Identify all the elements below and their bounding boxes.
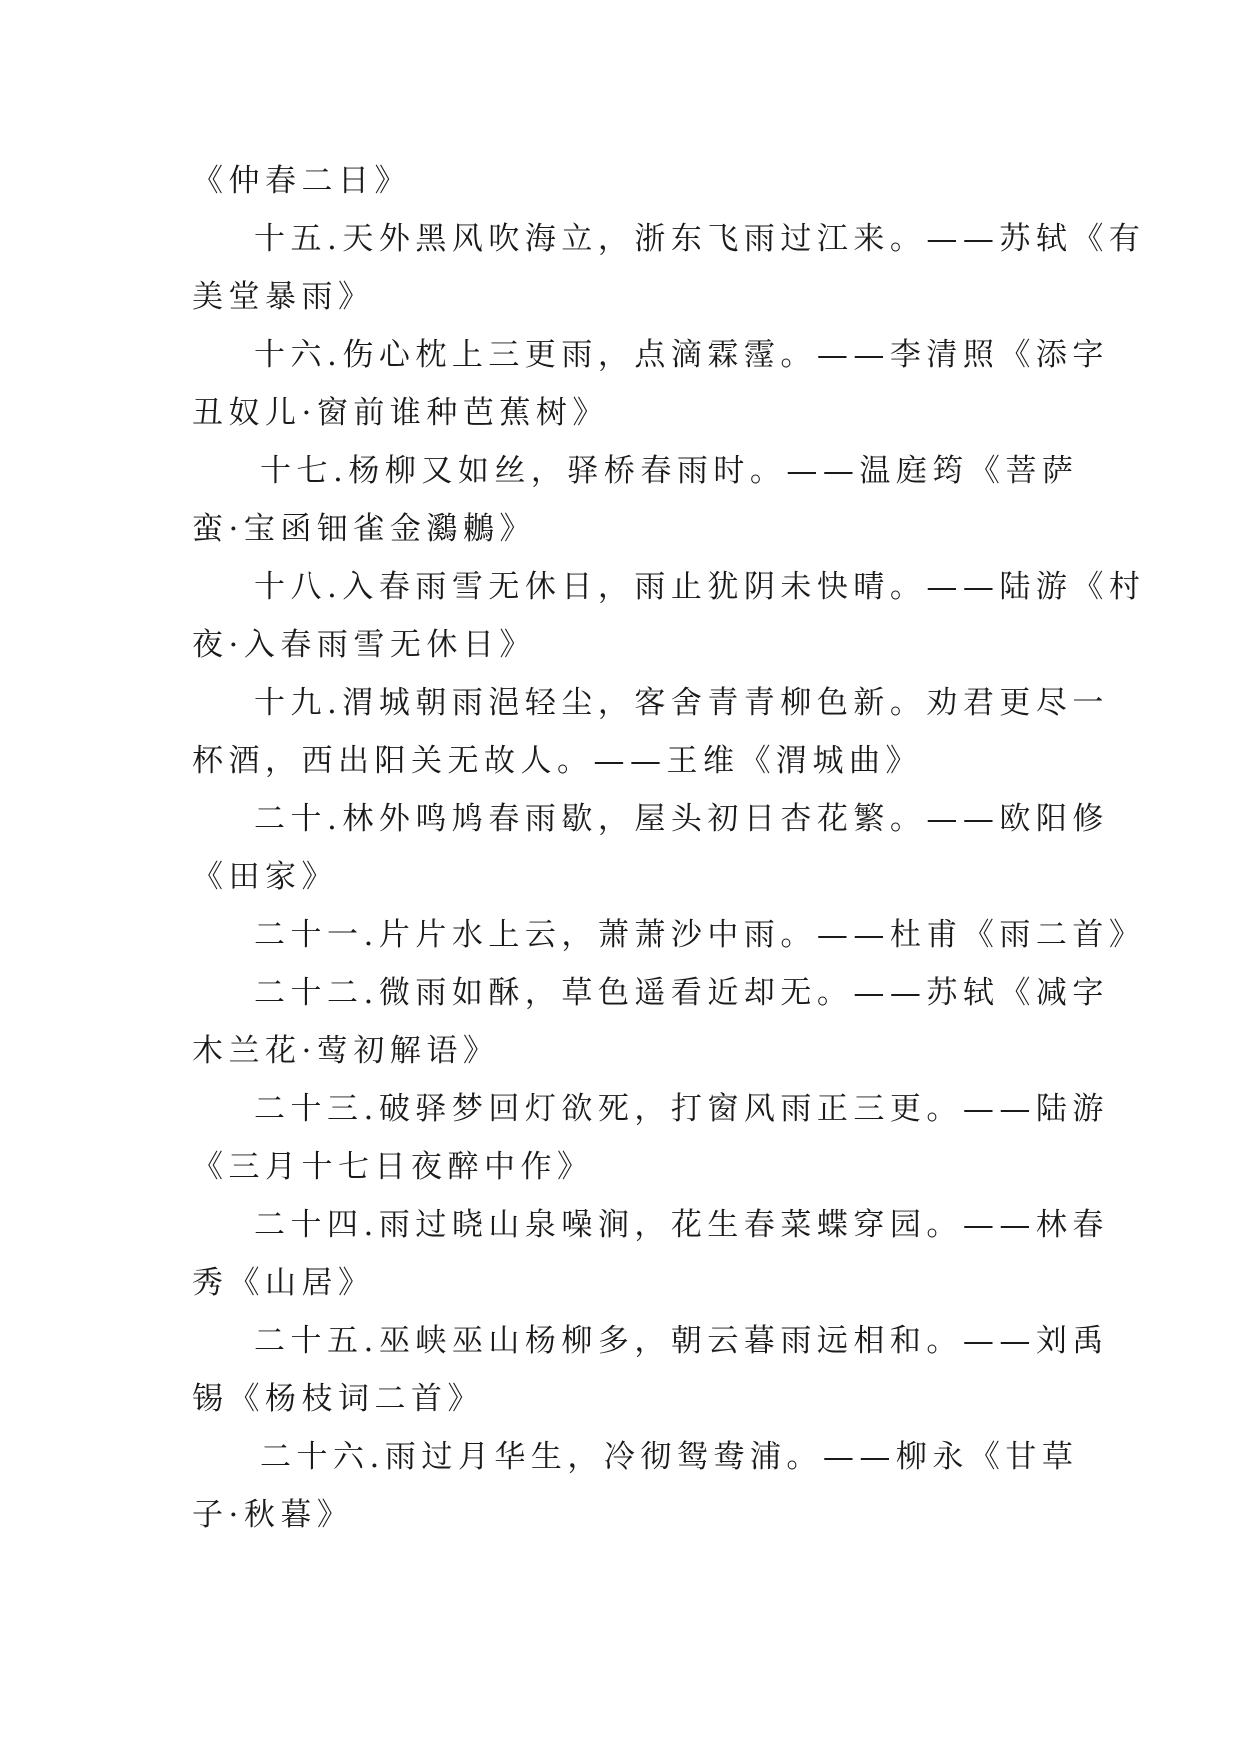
text-line: 二十四.雨过晓山泉噪涧，花生春菜蝶穿园。——林春 — [254, 1207, 1109, 1243]
text-line: 十八.入春雨雪无休日，雨止犹阴未快晴。——陆游《村 — [254, 569, 1146, 605]
text-line: 《三月十七日夜醉中作》 — [192, 1149, 594, 1185]
text-line: 木兰花·莺初解语》 — [192, 1033, 500, 1069]
text-line: 十五.天外黑风吹海立，浙东飞雨过江来。——苏轼《有 — [254, 221, 1146, 257]
text-line: 美堂暴雨》 — [192, 279, 375, 315]
text-line: 十七.杨柳又如丝，驿桥春雨时。——温庭筠《菩萨 — [260, 453, 1079, 489]
text-line: 二十五.巫峡巫山杨柳多，朝云暮雨远相和。——刘禹 — [254, 1323, 1109, 1359]
text-line: 《仲春二日》 — [192, 163, 411, 199]
text-line: 二十一.片片水上云，萧萧沙中雨。——杜甫《雨二首》 — [254, 917, 1146, 953]
text-line: 子·秋暮》 — [192, 1497, 354, 1533]
poem-list — [192, 152, 1146, 1544]
text-line: 二十二.微雨如酥，草色遥看近却无。——苏轼《减字 — [254, 975, 1109, 1011]
text-line: 十九.渭城朝雨浥轻尘，客舍青青柳色新。劝君更尽一 — [254, 685, 1109, 721]
text-line: 丑奴儿·窗前谁种芭蕉树》 — [192, 395, 609, 431]
text-line: 二十六.雨过月华生，冷彻鸳鸯浦。——柳永《甘草 — [260, 1439, 1079, 1475]
text-line: 夜·入春雨雪无休日》 — [192, 627, 536, 663]
text-line: 秀《山居》 — [192, 1265, 375, 1301]
text-line: 二十三.破驿梦回灯欲死，打窗风雨正三更。——陆游 — [254, 1091, 1109, 1127]
text-line: 杯酒，西出阳关无故人。——王维《渭城曲》 — [192, 743, 922, 779]
text-line: 十六.伤心枕上三更雨，点滴霖霪。——李清照《添字 — [254, 337, 1109, 373]
text-line: 《田家》 — [192, 859, 338, 895]
text-line: 蛮·宝函钿雀金鸂鶒》 — [192, 511, 536, 547]
text-line: 锡《杨枝词二首》 — [192, 1381, 484, 1417]
text-line: 二十.林外鸣鸠春雨歇，屋头初日杏花繁。——欧阳修 — [254, 801, 1109, 837]
